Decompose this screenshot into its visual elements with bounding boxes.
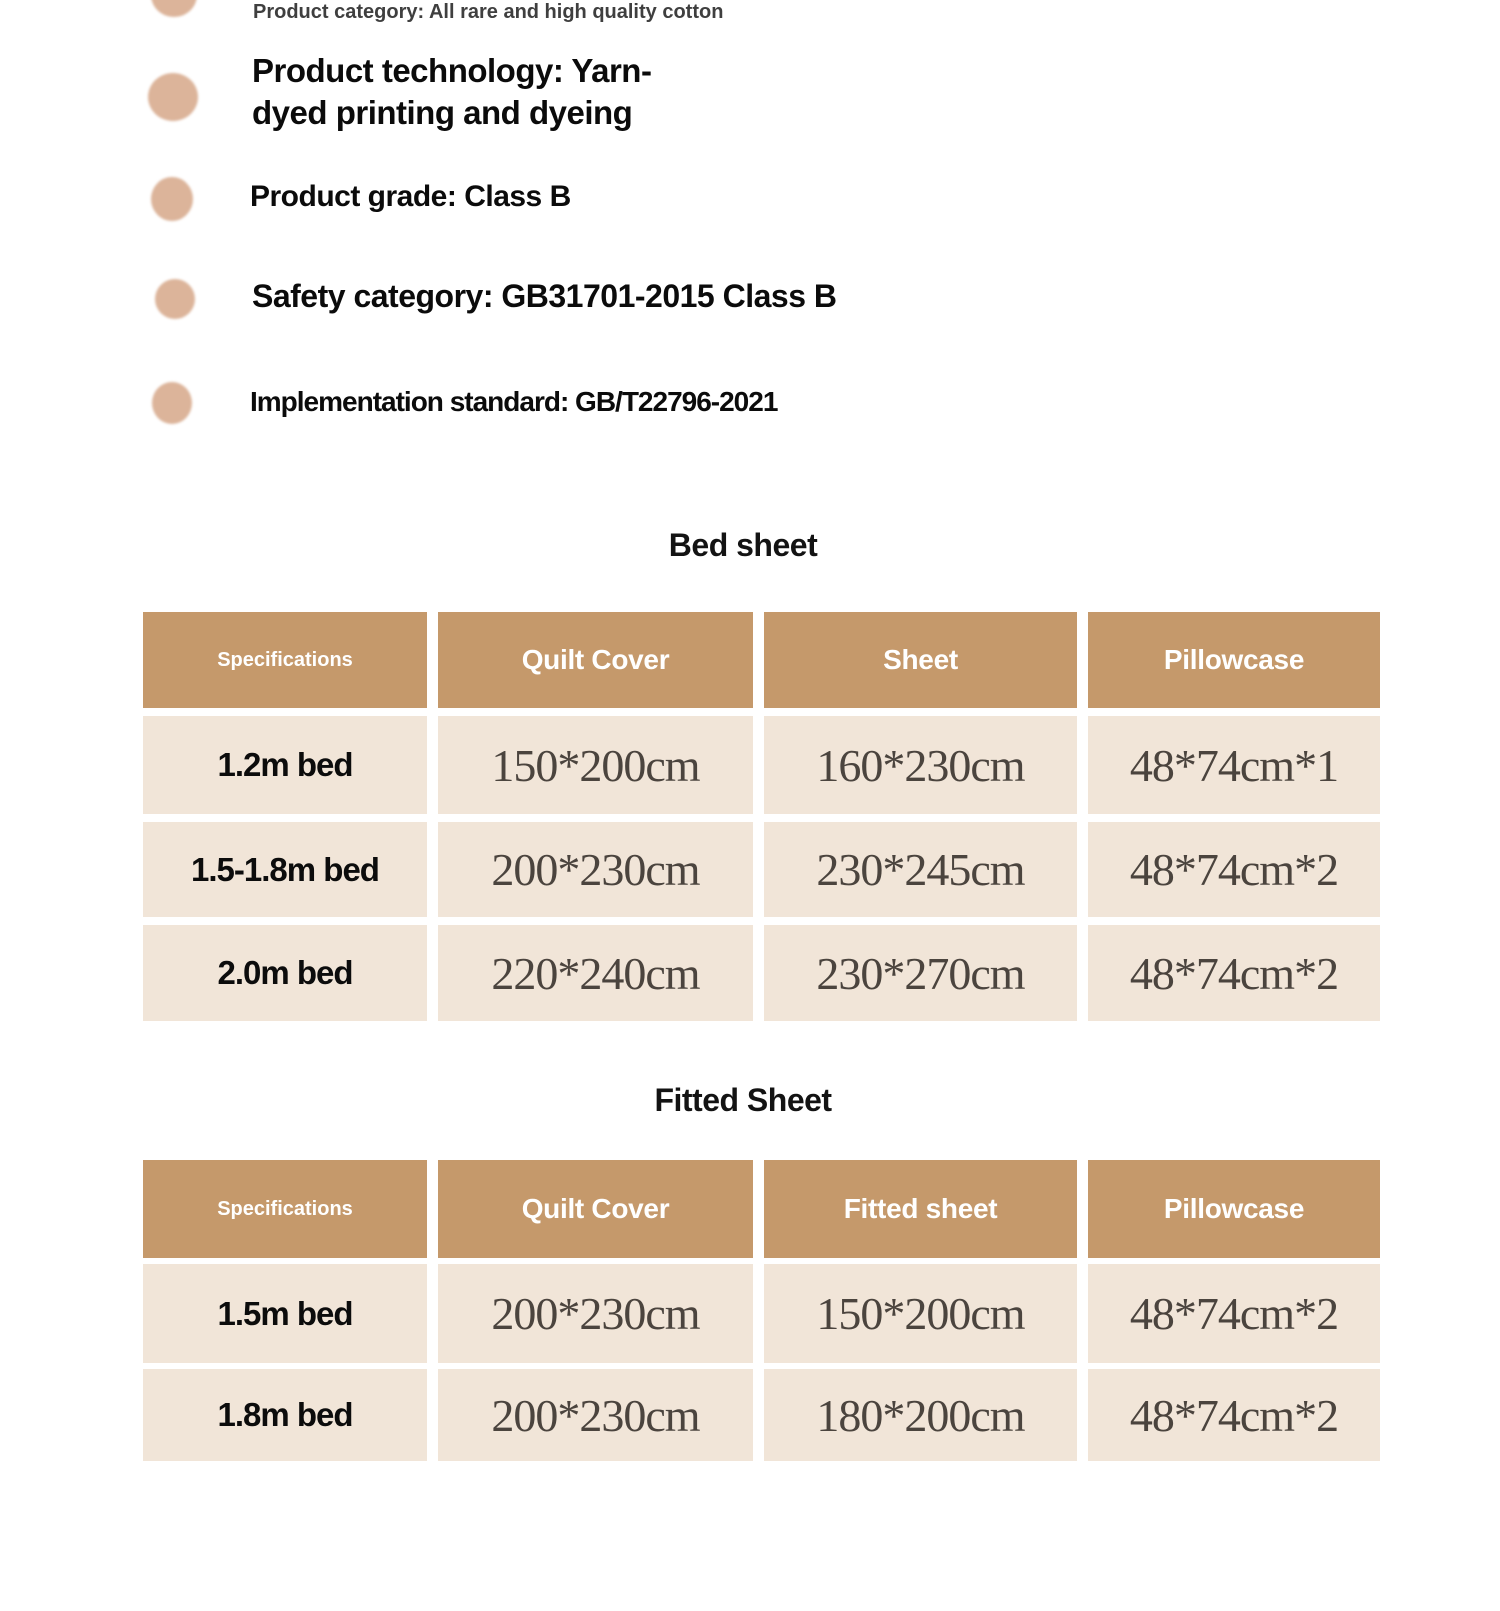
product-technology-text: Product technology: Yarn-dyed printing and dyeing xyxy=(252,52,652,131)
table-row-spec: 1.5-1.8m bed xyxy=(143,822,427,917)
table-row-spec: 2.0m bed xyxy=(143,925,427,1021)
bed-sheet-title: Bed sheet xyxy=(668,527,818,563)
table-row-value: 150*200cm xyxy=(438,716,753,814)
table-row-spec: 1.5m bed xyxy=(143,1264,427,1363)
bullet-dot xyxy=(155,279,195,319)
table-row-value: 200*230cm xyxy=(438,822,753,917)
column-header-pillowcase: Pillowcase xyxy=(1088,612,1380,708)
bullet-dot xyxy=(148,73,198,121)
table-row-value: 160*230cm xyxy=(764,716,1077,814)
table-row-value: 48*74cm*1 xyxy=(1088,716,1380,814)
fitted-sheet-table xyxy=(143,1160,1380,1461)
product-grade-text: Product grade: Class B xyxy=(250,180,571,213)
column-header-pillowcase: Pillowcase xyxy=(1088,1160,1380,1258)
bullet-dot xyxy=(152,382,192,424)
table-row-spec: 1.8m bed xyxy=(143,1369,427,1461)
table-row-value: 230*270cm xyxy=(764,925,1077,1021)
bullet-dot xyxy=(151,177,193,221)
table-row-value: 220*240cm xyxy=(438,925,753,1021)
column-header-fitted-sheet: Fitted sheet xyxy=(764,1160,1077,1258)
table-row-value: 180*200cm xyxy=(764,1369,1077,1461)
column-header-specifications: Specifications xyxy=(143,1160,427,1258)
table-row-value: 200*230cm xyxy=(438,1264,753,1363)
table-row-value: 150*200cm xyxy=(764,1264,1077,1363)
bed-sheet-table xyxy=(143,612,1380,1021)
bullet-dot xyxy=(151,0,197,17)
column-header-sheet: Sheet xyxy=(764,612,1077,708)
product-category-text: Product category: All rare and high quality cotton xyxy=(253,1,724,23)
table-row-value: 200*230cm xyxy=(438,1369,753,1461)
column-header-quilt-cover: Quilt Cover xyxy=(438,1160,753,1258)
safety-category-text: Safety category: GB31701-2015 Class B xyxy=(252,278,837,314)
fitted-sheet-title: Fitted Sheet xyxy=(654,1082,832,1118)
table-row-value: 230*245cm xyxy=(764,822,1077,917)
table-row-value: 48*74cm*2 xyxy=(1088,925,1380,1021)
column-header-quilt-cover: Quilt Cover xyxy=(438,612,753,708)
table-row-spec: 1.2m bed xyxy=(143,716,427,814)
column-header-specifications: Specifications xyxy=(143,612,427,708)
implementation-standard-text: Implementation standard: GB/T22796-2021 xyxy=(250,386,778,417)
table-row-value: 48*74cm*2 xyxy=(1088,1369,1380,1461)
table-row-value: 48*74cm*2 xyxy=(1088,1264,1380,1363)
table-row-value: 48*74cm*2 xyxy=(1088,822,1380,917)
